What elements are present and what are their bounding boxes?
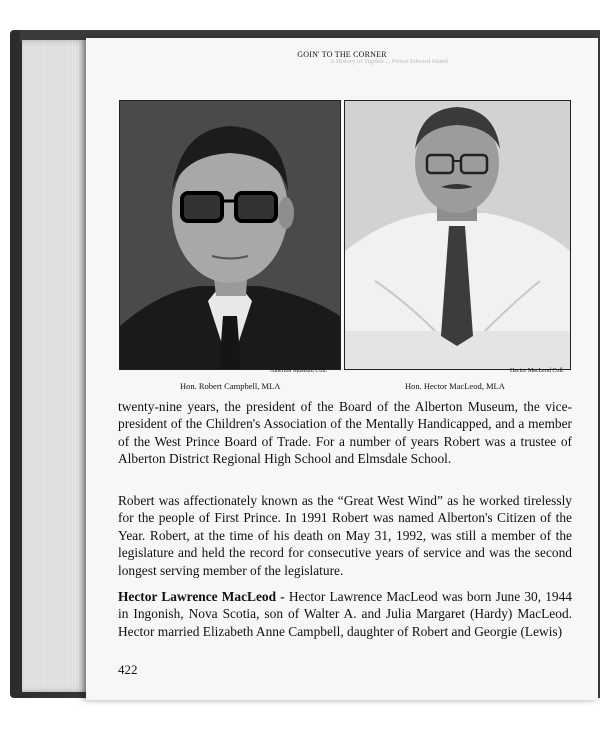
- bleed-through-text: A History of Tignish ... Prince Edward Island: [330, 58, 448, 65]
- hector-name-heading: Hector Lawrence MacLeod -: [118, 589, 285, 604]
- photo-credit-1: Alberton Museum Coll.: [270, 368, 328, 374]
- photo-hector-macleod: [344, 100, 571, 370]
- photo-caption-1: Hon. Robert Campbell, MLA: [180, 381, 281, 391]
- photo-robert-campbell: [119, 100, 341, 370]
- running-head: GOIN' TO THE CORNER: [297, 50, 387, 59]
- hector-text: Hector Lawrence MacLeod was born June 30, 1944 in Ingonish, Nova Scotia, son of Walter A. and Julia Margaret (Hardy) MacLeod. Hector married Elizabeth Anne Campbell, daughter of Robert and Georgie (Lewis): [118, 589, 573, 639]
- body-paragraph-hector: [118, 588, 572, 640]
- photo-credit-2: Hector MacLeod Coll.: [510, 368, 565, 374]
- page-stack: [22, 40, 88, 692]
- page-number: 422: [118, 662, 138, 677]
- body-paragraph-1: twenty-nine years, the president of the Board of the Alberton Museum, the vice-president of the Children's Association of the Mentally Handicapped, and a member of the West Prince Board of Trade. For a number of years Robert was a trustee of Alberton District Regional High School and Elmsdale School.: [118, 399, 572, 467]
- photo-caption-2: Hon. Hector MacLeod, MLA: [405, 381, 505, 391]
- body-paragraph-2: Robert was affectionately known as the “Great West Wind” as he worked tirelessly for the people of First Prince. In 1991 Robert was named Alberton's Citizen of the Year. Robert, at the time of his death on May 31, 1992, was still a member of the legislature and held the record for consecutive years of service and was the second longest serving member of the legislature.: [118, 493, 572, 578]
